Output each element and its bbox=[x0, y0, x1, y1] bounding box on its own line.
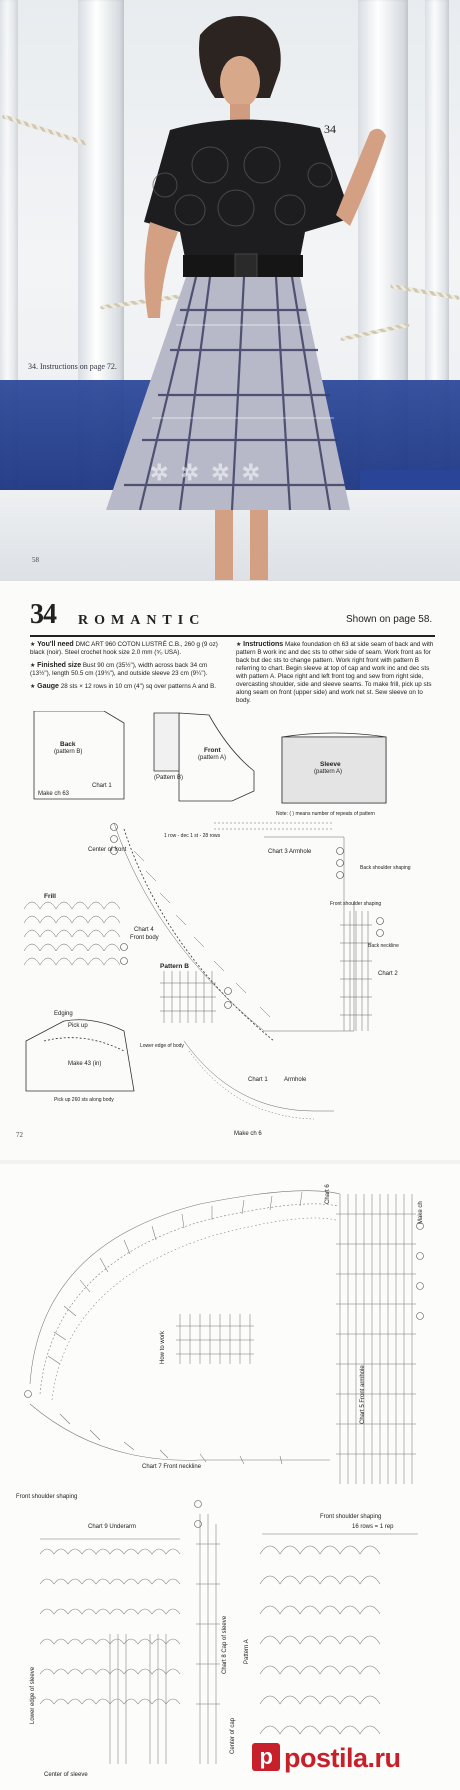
star-icon: ★ bbox=[236, 642, 242, 648]
model-photo bbox=[0, 0, 460, 580]
star-icon: ★ bbox=[30, 663, 36, 669]
chart-1-label: Chart 1 bbox=[92, 783, 112, 789]
pattern-b-chart: Pattern B bbox=[160, 963, 189, 970]
back-neckline: Back neckline bbox=[368, 943, 399, 949]
repeat-note: 16 rows = 1 rep bbox=[352, 1524, 394, 1530]
front-label: Front bbox=[204, 747, 221, 754]
photo-caption: 34. Instructions on page 72. bbox=[28, 362, 117, 371]
model-figure bbox=[0, 0, 460, 580]
pick-up-260: Pick up 260 sts along body bbox=[54, 1097, 114, 1103]
note: Note: ( ) means number of repeats of pattern bbox=[276, 811, 375, 817]
front-shoulder: Front shoulder shaping bbox=[330, 901, 382, 907]
page-number: 58 bbox=[32, 556, 39, 564]
front-shoulder-left: Front shoulder shaping bbox=[16, 1494, 78, 1500]
make-43: Make 43 (in) bbox=[68, 1061, 102, 1067]
pick-up-label: Pick up bbox=[68, 1023, 88, 1029]
center-of-front: Center of front bbox=[88, 847, 127, 853]
chart-1-armhole: Chart 1 bbox=[248, 1077, 268, 1083]
pattern-number: 34 bbox=[324, 122, 336, 136]
instructions-column: ★ Instructions Make foundation ch 63 at side seam of back and with pattern B work inc and dec sts to other side of seam. Work front as for back but dec sts to change pattern. Work right front with pattern B referring to chart. Begin sleeve at top of cap and work inc and dec sts with pattern A. Place right and left front tog and sew from right side, overcasting shoulder, side and sleeve seams. To make frill, pick up sts along seam on front (upper side) and work net st. Sew sleeve on to body. bbox=[236, 641, 434, 704]
lower-edge: Lower edge of body bbox=[140, 1043, 184, 1049]
charts-page bbox=[0, 1160, 460, 1790]
postila-logo-icon: p bbox=[252, 1743, 280, 1771]
center-of-cap: Center of cap bbox=[230, 1717, 236, 1754]
schematics bbox=[14, 711, 446, 1151]
site-logo[interactable]: p postila.ru bbox=[252, 1743, 401, 1774]
how-to-work: How to work bbox=[160, 1330, 166, 1364]
pattern-title: ROMANTIC bbox=[78, 613, 206, 628]
schematic-drawings bbox=[14, 711, 446, 1151]
chart-2-label: Chart 2 bbox=[378, 971, 398, 977]
back-label: Back bbox=[60, 741, 76, 748]
chart-6-top: Chart 6 bbox=[325, 1184, 331, 1204]
title-rule bbox=[30, 635, 435, 637]
chart-4-sub: Front body bbox=[130, 935, 159, 941]
pattern-number: 34 bbox=[30, 599, 56, 630]
row-dec-note: 1 row - dec 1 st - 28 rows bbox=[164, 833, 221, 839]
front-shoulder-right: Front shoulder shaping bbox=[320, 1514, 382, 1520]
gauge: ★ Gauge 28 sts × 12 rows in 10 cm (4") sq over patterns A and B. bbox=[30, 683, 217, 690]
chart-4-label: Chart 4 bbox=[134, 927, 154, 933]
sleeve-label: Sleeve bbox=[320, 761, 341, 768]
pattern-b-label: (Pattern B) bbox=[154, 775, 184, 781]
page-number: 72 bbox=[16, 1131, 23, 1139]
chart-3-label: Chart 3 Armhole bbox=[268, 849, 312, 855]
star-icon: ★ bbox=[30, 642, 36, 648]
back-shoulder: Back shoulder shaping bbox=[360, 865, 411, 871]
edging-label: Edging bbox=[54, 1011, 73, 1017]
front-pattern: (pattern A) bbox=[198, 755, 227, 761]
instructions-page bbox=[0, 580, 460, 1161]
chart-5-label: Chart 5 Front armhole bbox=[360, 1365, 366, 1424]
center-of-sleeve: Center of sleeve bbox=[44, 1772, 88, 1778]
chart-8-label: Chart 8 Cap of sleeve bbox=[222, 1615, 228, 1674]
armhole-label: Armhole bbox=[284, 1077, 307, 1083]
pattern-a-label: Pattern A bbox=[244, 1639, 250, 1664]
shown-on-page: Shown on page 58. bbox=[346, 614, 433, 625]
sleeve-pattern: (pattern A) bbox=[314, 769, 343, 775]
you-need: ★ You'll need DMC ART 960 COTON LUSTRÉ C.B., 260 g (9 oz) black (noir). Steel crochet hook size 2.0 mm (⁵⁄₀ USA). bbox=[30, 641, 218, 656]
finished-size: ★ Finished size Bust 90 cm (35½"), width across back 34 cm (13½"), length 50.5 cm (19¾"), and outside sleeve 23 cm (9¼"). bbox=[30, 662, 208, 677]
watermark-text: ✲ ✲ ✲ ✲ bbox=[150, 460, 264, 485]
star-icon: ★ bbox=[30, 684, 36, 690]
lower-edge-sleeve: Lower edge of sleeve bbox=[30, 1666, 36, 1724]
frill-label: Frill bbox=[44, 893, 56, 900]
make-ch: Make ch bbox=[418, 1201, 424, 1224]
materials-column bbox=[30, 641, 226, 691]
back-pattern: (pattern B) bbox=[54, 749, 83, 755]
make-ch-63: Make ch 63 bbox=[38, 791, 70, 797]
make-ch-6: Make ch 6 bbox=[234, 1131, 262, 1137]
crochet-charts bbox=[0, 1164, 460, 1790]
chart-7-label: Chart 7 Front neckline bbox=[142, 1464, 202, 1470]
chart-9-label: Chart 9 Underarm bbox=[88, 1524, 137, 1530]
